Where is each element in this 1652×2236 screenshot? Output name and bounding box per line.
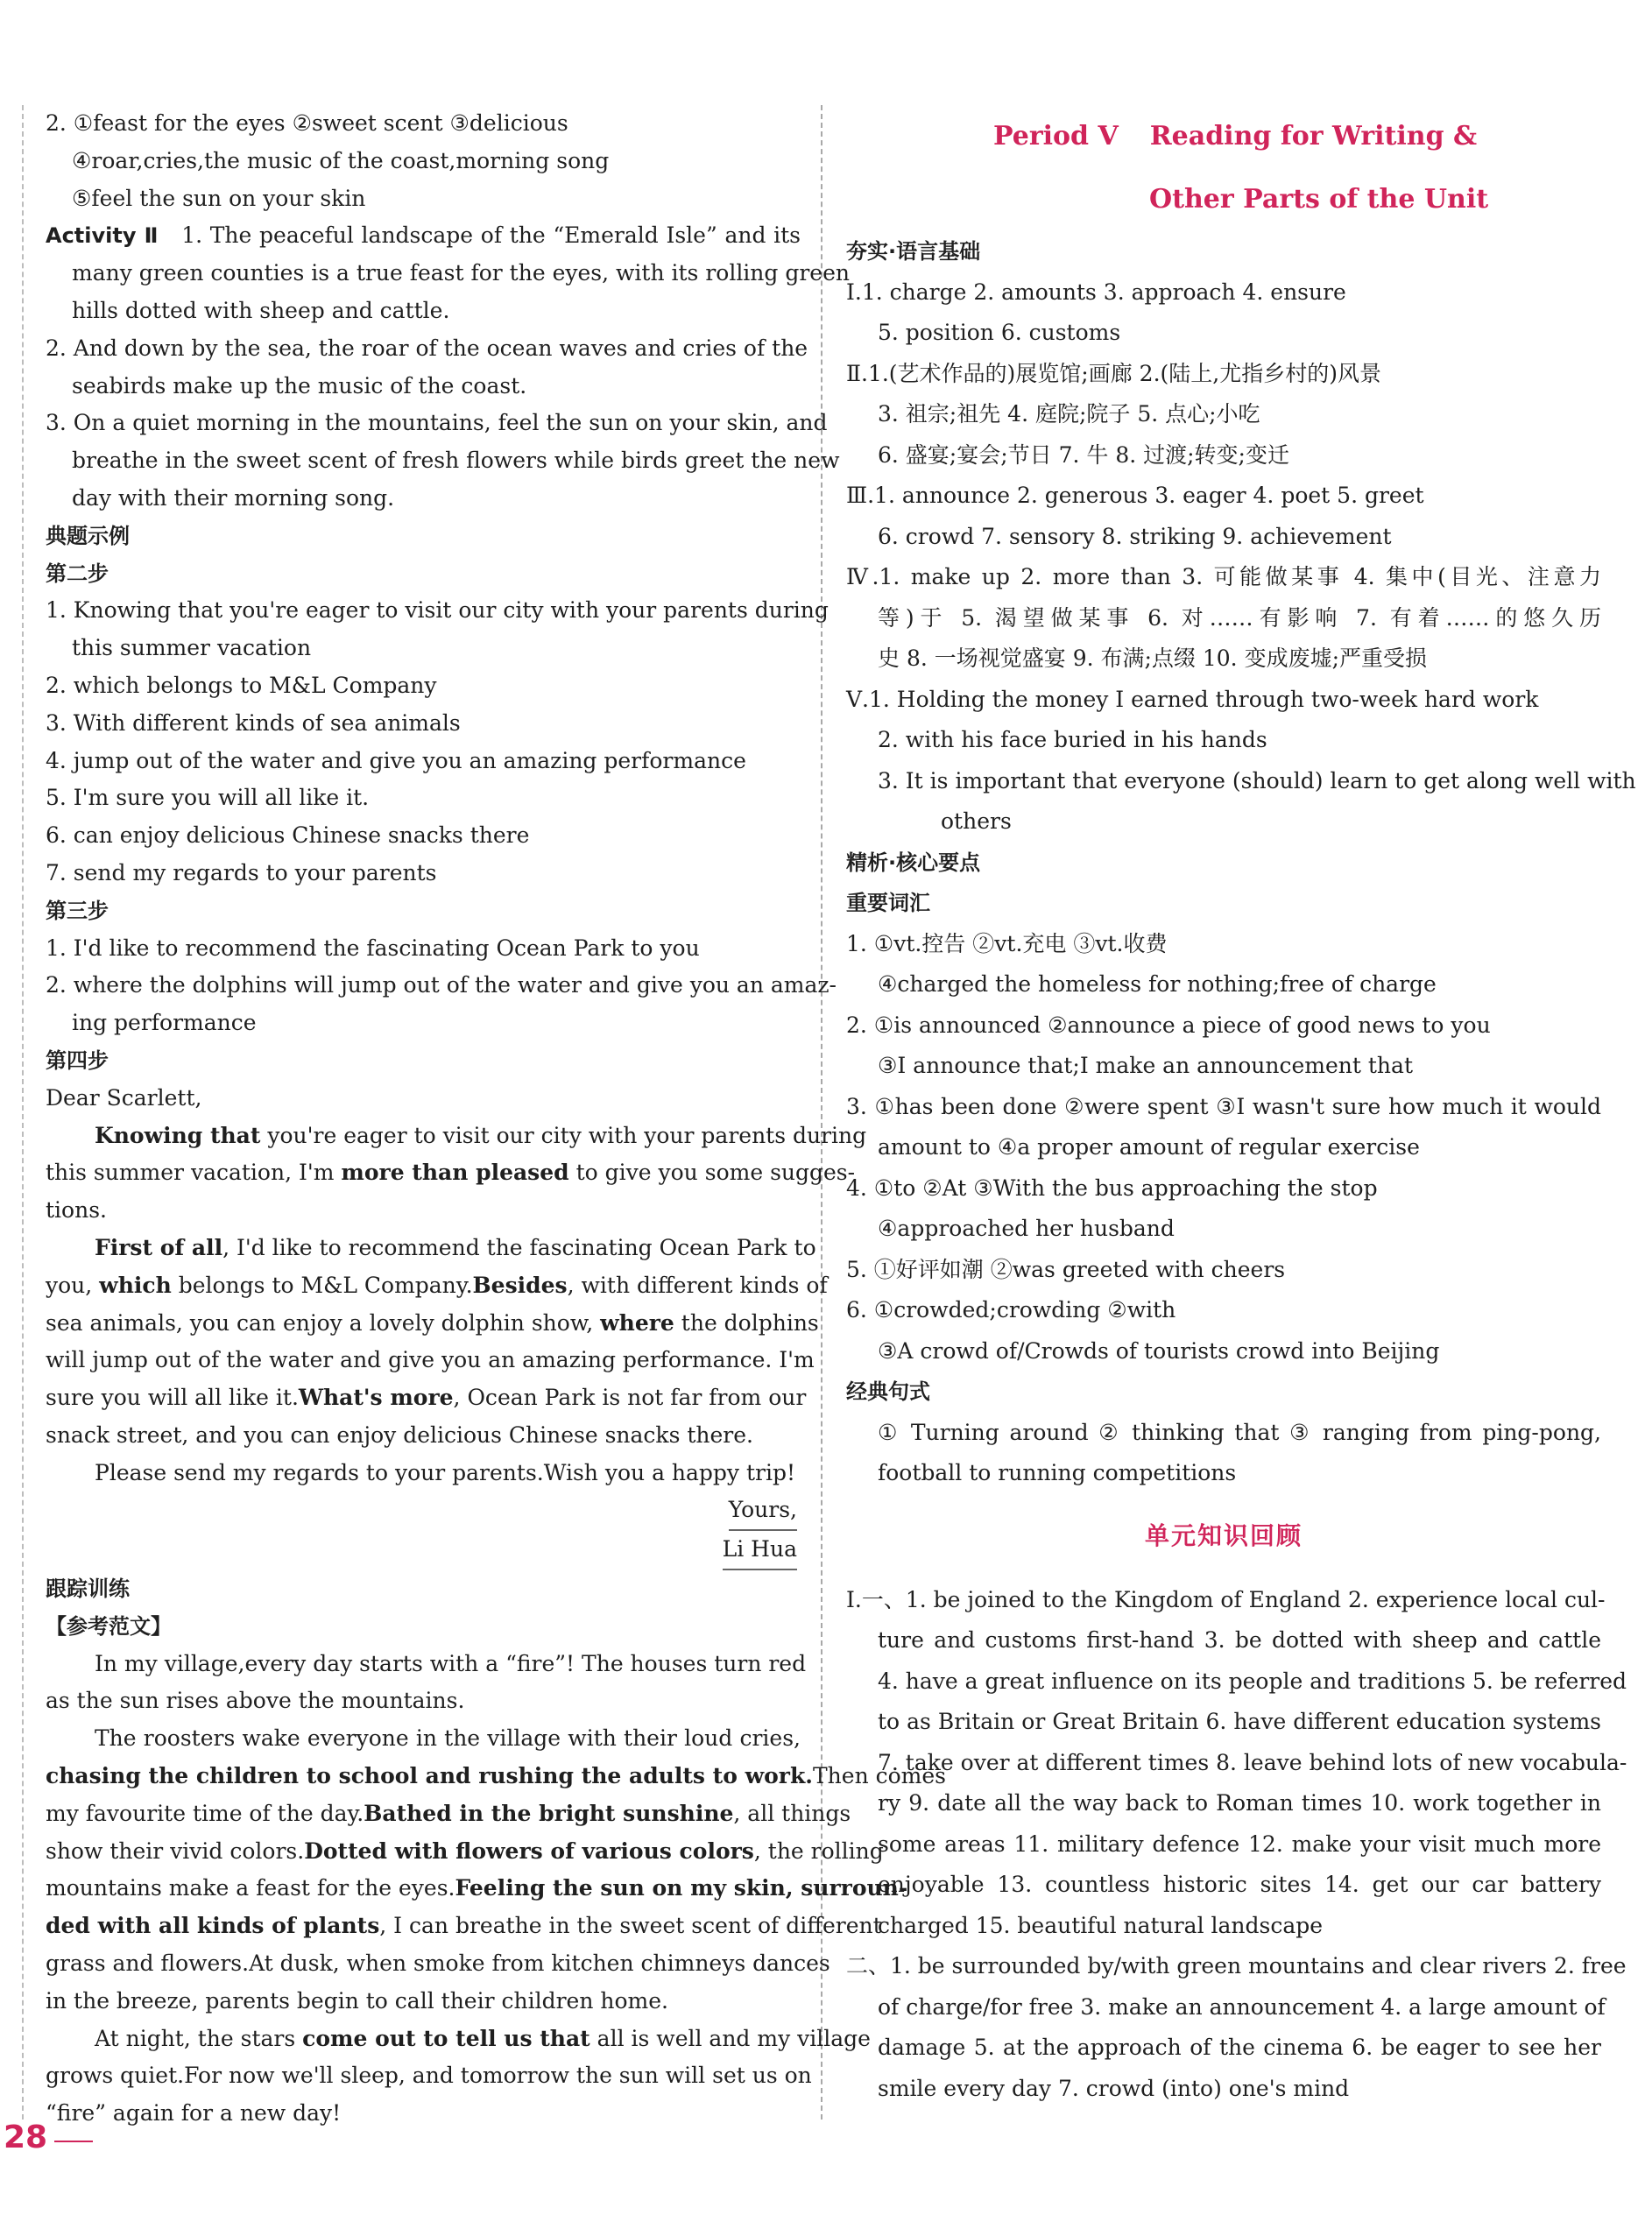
answer-line: 3. ①has been done ②were spent ③I wasn't sure how much it would (846, 1093, 1601, 1119)
letter-greeting: Dear Scarlett, (46, 1084, 202, 1111)
step-line: 4. jump out of the water and give you an amazing performance (46, 747, 746, 773)
sub-heading: 重要词汇 (846, 891, 930, 915)
answer-line: ⑤feel the sun on your skin (72, 185, 366, 211)
sample-line: grows quiet.For now we'll sleep, and tomorrow the sun will set us on (46, 2063, 812, 2089)
answer-line: amount to ④a proper amount of regular exercise (878, 1134, 1420, 1160)
letter-line: this summer vacation, I'm more than pleased to give you some sugges- (46, 1160, 856, 1186)
letter-closing: Yours, (46, 1492, 801, 1531)
review-line: charged 15. beautiful natural landscape (878, 1912, 1324, 1938)
answer-line: Ⅳ.1. make up 2. more than 3. 可能做某事 4. 集中(目光、注意力 (846, 564, 1601, 589)
letter-line: Knowing that you're eager to visit our city with your parents during (95, 1122, 867, 1148)
activity-line: 3. On a quiet morning in the mountains, feel the sun on your skin, and (46, 410, 828, 436)
sub-heading: 经典句式 (846, 1379, 930, 1404)
step-line: 5. I'm sure you will all like it. (46, 785, 370, 811)
section-heading: 跟踪训练 (46, 1576, 130, 1602)
activity-line: Activity Ⅱ 1. The peaceful landscape of the “Emerald Isle” and its (46, 222, 801, 249)
activity-line: many green counties is a true feast for the eyes, with its rolling green (72, 260, 851, 286)
step-heading: 第三步 (46, 898, 109, 923)
step-line: 1. I'd like to recommend the fascinating Ocean Park to you (46, 935, 700, 961)
answer-line: ① Turning around ② thinking that ③ ranging from ping-pong, (878, 1419, 1601, 1445)
step-line: 1. Knowing that you're eager to visit our city with your parents during (46, 597, 829, 624)
review-line: 7. take over at different times 8. leave behind lots of new vocabula- (878, 1749, 1627, 1775)
answer-line: 5. position 6. customs (878, 320, 1121, 345)
answer-line: ④approached her husband (878, 1216, 1175, 1241)
step-line: ing performance (72, 1010, 257, 1036)
sample-line: “fire” again for a new day! (46, 2100, 342, 2127)
answer-line: 4. ①to ②At ③With the bus approaching the stop (846, 1174, 1378, 1201)
answer-line: 3. It is important that everyone (should) learn to get along well with (878, 767, 1636, 794)
answer-line: 2. ①feast for the eyes ②sweet scent ③delicious (46, 110, 568, 136)
sample-line: chasing the children to school and rushing the adults to work.Then comes (46, 1763, 947, 1789)
sample-line: The roosters wake everyone in the village with their loud cries, (95, 1725, 801, 1752)
answer-line: Ⅱ.1.(艺术作品的)展览馆;画廊 2.(陆上,尤指乡村的)风景 (846, 360, 1381, 386)
answer-line: ③A crowd of/Crowds of tourists crowd into Beijing (878, 1337, 1440, 1364)
review-line: ture and customs first-hand 3. be dotted with sheep and cattle (878, 1627, 1601, 1653)
answer-line: 5. ①好评如潮 ②was greeted with cheers (846, 1256, 1286, 1282)
activity-line: hills dotted with sheep and cattle. (72, 297, 450, 323)
right-column (846, 105, 1636, 2109)
activity-line: 2. And down by the sea, the roar of the ocean waves and cries of the (46, 335, 808, 361)
letter-line: will jump out of the water and give you an amazing performance. I'm (46, 1347, 815, 1373)
answer-line: Ⅰ.1. charge 2. amounts 3. approach 4. ensure (846, 279, 1346, 305)
answer-line: ③I announce that;I make an announcement that (878, 1053, 1413, 1078)
sample-line: show their vivid colors.Dotted with flowers of various colors, the rolling (46, 1837, 884, 1864)
review-line: damage 5. at the approach of the cinema 6. be eager to see her (878, 2035, 1601, 2060)
unit-review-title: 单元知识回顾 (1144, 1520, 1303, 1550)
sample-line: in the breeze, parents begin to call their children home. (46, 1987, 668, 2014)
sample-line: In my village,every day starts with a “fire”! The houses turn red (95, 1650, 807, 1676)
answer-line: ④charged the homeless for nothing;free of charge (878, 971, 1437, 997)
sample-line: ded with all kinds of plants, I can breathe in the sweet scent of different (46, 1913, 882, 1939)
letter-signature: Li Hua (46, 1531, 801, 1570)
step-heading: 第四步 (46, 1047, 109, 1073)
sample-line: my favourite time of the day.Bathed in the bright sunshine, all things (46, 1800, 851, 1826)
period-subtitle: Other Parts of the Unit (1149, 184, 1489, 215)
sample-line: grass and flowers.At dusk, when smoke from kitchen chimneys dances (46, 1950, 830, 1977)
letter-line: tions. (46, 1197, 107, 1224)
answer-line: 2. ①is announced ②announce a piece of good news to you (846, 1012, 1491, 1038)
review-line: smile every day 7. crowd (into) one's mind (878, 2075, 1350, 2101)
sample-line: mountains make a feast for the eyes.Feeling the sun on my skin, surroun- (46, 1875, 908, 1901)
letter-line: First of all, I'd like to recommend the fascinating Ocean Park to (95, 1234, 816, 1260)
answer-line: others (941, 808, 1012, 834)
section-heading: 夯实·语言基础 (846, 239, 981, 264)
answer-line: 6. crowd 7. sensory 8. striking 9. achievement (878, 523, 1392, 549)
letter-line: you, which belongs to M&L Company.Besides, with different kinds of (46, 1272, 828, 1298)
review-line: of charge/for free 3. make an announcement 4. a large amount of (878, 1993, 1606, 2020)
answer-line: 1. ①vt.控告 ②vt.充电 ③vt.收费 (846, 930, 1168, 956)
step-line: 2. where the dolphins will jump out of the water and give you an amaz- (46, 972, 837, 998)
page-number: 28 (4, 2120, 48, 2155)
review-line: enjoyable 13. countless historic sites 14. get our car battery (878, 1872, 1601, 1897)
sample-line: At night, the stars come out to tell us that all is well and my village (95, 2025, 871, 2051)
review-line: ry 9. date all the way back to Roman times 10. work together in (878, 1790, 1601, 1816)
step-line: 3. With different kinds of sea animals (46, 709, 461, 736)
answer-line: 等)于 5. 渴望做某事 6. 对……有影响 7. 有着……的悠久历 (878, 604, 1601, 631)
page-number-rule (54, 2141, 93, 2142)
step-line: this summer vacation (72, 635, 312, 661)
answer-line: 史 8. 一场视觉盛宴 9. 布满;点缀 10. 变成废墟;严重受损 (878, 645, 1427, 671)
answer-line: football to running competitions (878, 1460, 1237, 1485)
review-line: Ⅰ.一、1. be joined to the Kingdom of England 2. experience local cul- (846, 1586, 1606, 1612)
section-heading: 精析·核心要点 (846, 850, 981, 875)
letter-line: sea animals, you can enjoy a lovely dolphin show, where the dolphins (46, 1309, 819, 1336)
review-line: some areas 11. military defence 12. make your visit much more (878, 1830, 1601, 1857)
letter-line: Please send my regards to your parents.Wish you a happy trip! (95, 1459, 796, 1485)
sample-line: as the sun rises above the mountains. (46, 1688, 465, 1714)
left-margin-rule (22, 105, 24, 2120)
activity-line: day with their morning song. (72, 484, 395, 511)
period-title: Period Ⅴ Reading for Writing & (993, 121, 1478, 152)
answer-line: Ⅲ.1. announce 2. generous 3. eager 4. poet 5. greet (846, 483, 1424, 508)
answer-line: 6. 盛宴;宴会;节日 7. 牛 8. 过渡;转变;变迁 (878, 441, 1289, 468)
activity-line: breathe in the sweet scent of fresh flowers while birds greet the new (72, 448, 840, 474)
letter-line: snack street, and you can enjoy delicious Chinese snacks there. (46, 1421, 753, 1448)
review-line: to as Britain or Great Britain 6. have different education systems (878, 1709, 1601, 1734)
step-heading: 第二步 (46, 561, 109, 586)
answer-line: Ⅴ.1. Holding the money I earned through two-week hard work (846, 686, 1539, 712)
answer-line: 3. 祖宗;祖先 4. 庭院;院子 5. 点心;小吃 (878, 401, 1260, 427)
step-line: 7. send my regards to your parents (46, 859, 437, 885)
step-line: 6. can enjoy delicious Chinese snacks there (46, 822, 530, 849)
step-line: 2. which belongs to M&L Company (46, 672, 437, 698)
activity-line: seabirds make up the music of the coast. (72, 372, 527, 399)
activity-label: Activity Ⅱ (46, 223, 159, 249)
sample-label: 【参考范文】 (46, 1613, 172, 1639)
answer-line: 2. with his face buried in his hands (878, 727, 1267, 752)
answer-line: 6. ①crowded;crowding ②with (846, 1297, 1176, 1323)
review-line: 二、1. be surrounded by/with green mountains and clear rivers 2. free (846, 1953, 1627, 1979)
letter-line: sure you will all like it.What's more, Ocean Park is not far from our (46, 1385, 807, 1411)
section-heading: 典题示例 (46, 523, 130, 548)
review-line: 4. have a great influence on its people and traditions 5. be referred (878, 1668, 1627, 1694)
answer-line: ④roar,cries,the music of the coast,morning song (72, 147, 610, 173)
